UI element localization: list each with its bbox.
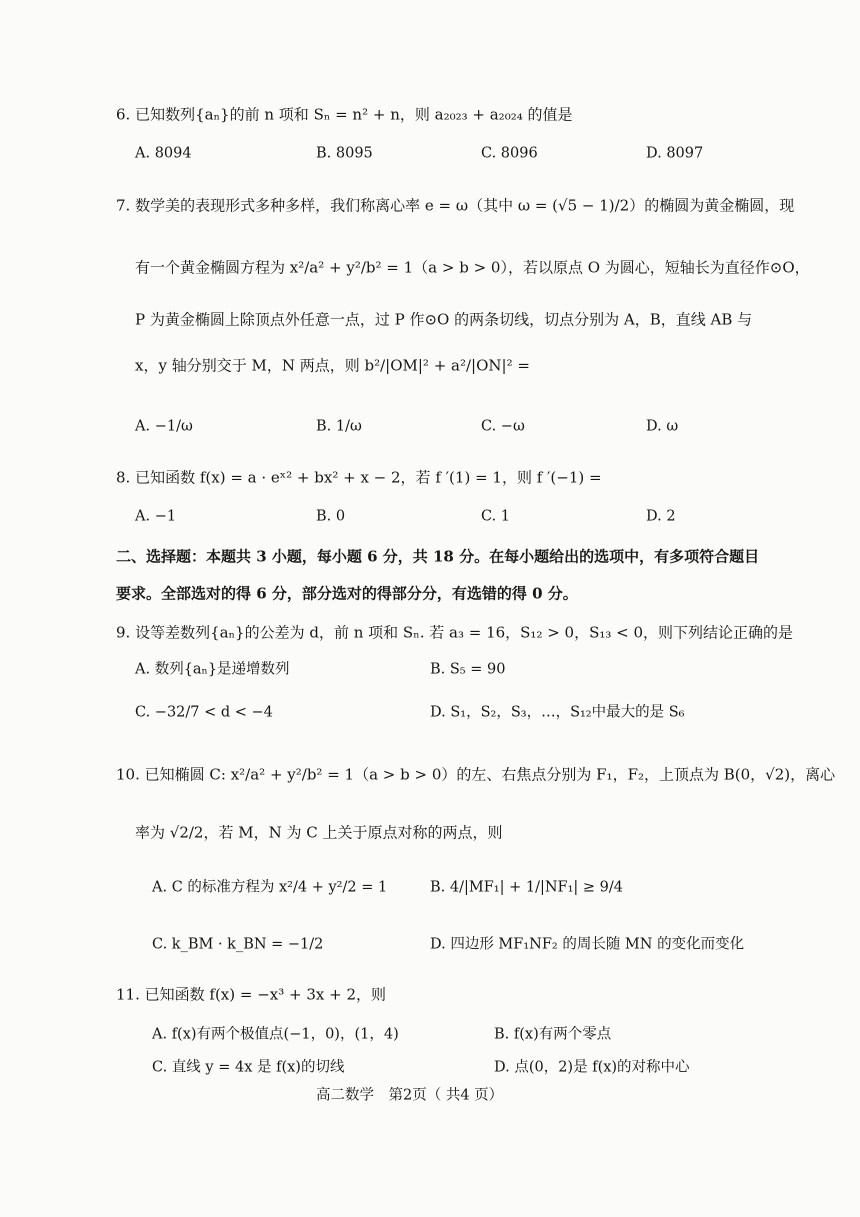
question-8-stem: 8. 已知函数 f(x) = a · eˣ² + bx² + x − 2，若 f ′(1) = 1，则 f ′(−1) = (116, 468, 602, 487)
question-10-line-2: 率为 √2/2，若 M，N 为 C 上关于原点对称的两点，则 (135, 823, 503, 842)
question-10-option-c: C. k_BM · k_BN = −1/2 (152, 936, 324, 953)
question-7-line-2: 有一个黄金椭圆方程为 x²/a² + y²/b² = 1（a > b > 0），若以原点 O 为圆心，短轴长为直径作⊙O， (135, 258, 810, 277)
question-6-option-b: B. 8095 (316, 145, 373, 162)
question-11-option-b: B. f(x)有两个零点 (494, 1026, 612, 1043)
question-7-option-a: A. −1/ω (135, 418, 193, 435)
question-11-option-d: D. 点(0，2)是 f(x)的对称中心 (494, 1059, 690, 1076)
question-9-option-a: A. 数列{aₙ}是递增数列 (135, 661, 290, 678)
question-10-option-a: A. C 的标准方程为 x²/4 + y²/2 = 1 (152, 879, 388, 896)
question-7-option-d: D. ω (646, 418, 679, 435)
question-11-option-a: A. f(x)有两个极值点(−1，0)，(1，4) (152, 1026, 399, 1043)
question-7-option-b: B. 1/ω (316, 418, 362, 435)
question-6-option-a: A. 8094 (135, 145, 192, 162)
page-number: 高二数学 第2页（ 共4 页） (316, 1087, 504, 1104)
question-8-option-c: C. 1 (481, 508, 511, 525)
section-2-line-1: 二、选择题：本题共 3 小题，每小题 6 分，共 18 分。在每小题给出的选项中，有多项符合题目 (116, 547, 760, 566)
question-7-option-c: C. −ω (481, 418, 525, 435)
question-9-option-b: B. S₅ = 90 (430, 661, 506, 678)
question-7-line-3: P 为黄金椭圆上除顶点外任意一点，过 P 作⊙O 的两条切线，切点分别为 A，B，直线 AB 与 (135, 310, 753, 329)
question-10-line-1: 10. 已知椭圆 C: x²/a² + y²/b² = 1（a > b > 0）的左、右焦点分别为 F₁，F₂，上顶点为 B(0，√2)，离心 (116, 765, 836, 784)
question-6-option-c: C. 8096 (481, 145, 538, 162)
question-11-option-c: C. 直线 y = 4x 是 f(x)的切线 (152, 1059, 345, 1076)
question-6-option-d: D. 8097 (646, 145, 704, 162)
question-9-stem: 9. 设等差数列{aₙ}的公差为 d，前 n 项和 Sₙ. 若 a₃ = 16，S₁₂ > 0，S₁₃ < 0，则下列结论正确的是 (116, 623, 794, 642)
question-9-option-d: D. S₁，S₂，S₃，…，S₁₂中最大的是 S₆ (430, 704, 685, 721)
question-8-option-a: A. −1 (135, 508, 177, 525)
question-6-stem: 6. 已知数列{aₙ}的前 n 项和 Sₙ = n² + n，则 a₂₀₂₃ + a₂₀₂₄ 的值是 (116, 105, 573, 124)
question-8-option-b: B. 0 (316, 508, 346, 525)
section-2-line-2: 要求。全部选对的得 6 分，部分选对的得部分分，有选错的得 0 分。 (116, 584, 578, 603)
question-11-stem: 11. 已知函数 f(x) = −x³ + 3x + 2，则 (116, 985, 387, 1004)
question-7-line-4: x，y 轴分别交于 M，N 两点，则 b²/|OM|² + a²/|ON|² = (135, 356, 530, 375)
question-8-option-d: D. 2 (646, 508, 676, 525)
question-10-option-d: D. 四边形 MF₁NF₂ 的周长随 MN 的变化而变化 (430, 936, 745, 953)
question-10-option-b: B. 4/|MF₁| + 1/|NF₁| ≥ 9/4 (430, 879, 623, 896)
question-7-line-1: 7. 数学美的表现形式多种多样，我们称离心率 e = ω（其中 ω = (√5 − 1)/2）的椭圆为黄金椭圆，现 (116, 196, 795, 215)
question-9-option-c: C. −32/7 < d < −4 (135, 704, 273, 721)
